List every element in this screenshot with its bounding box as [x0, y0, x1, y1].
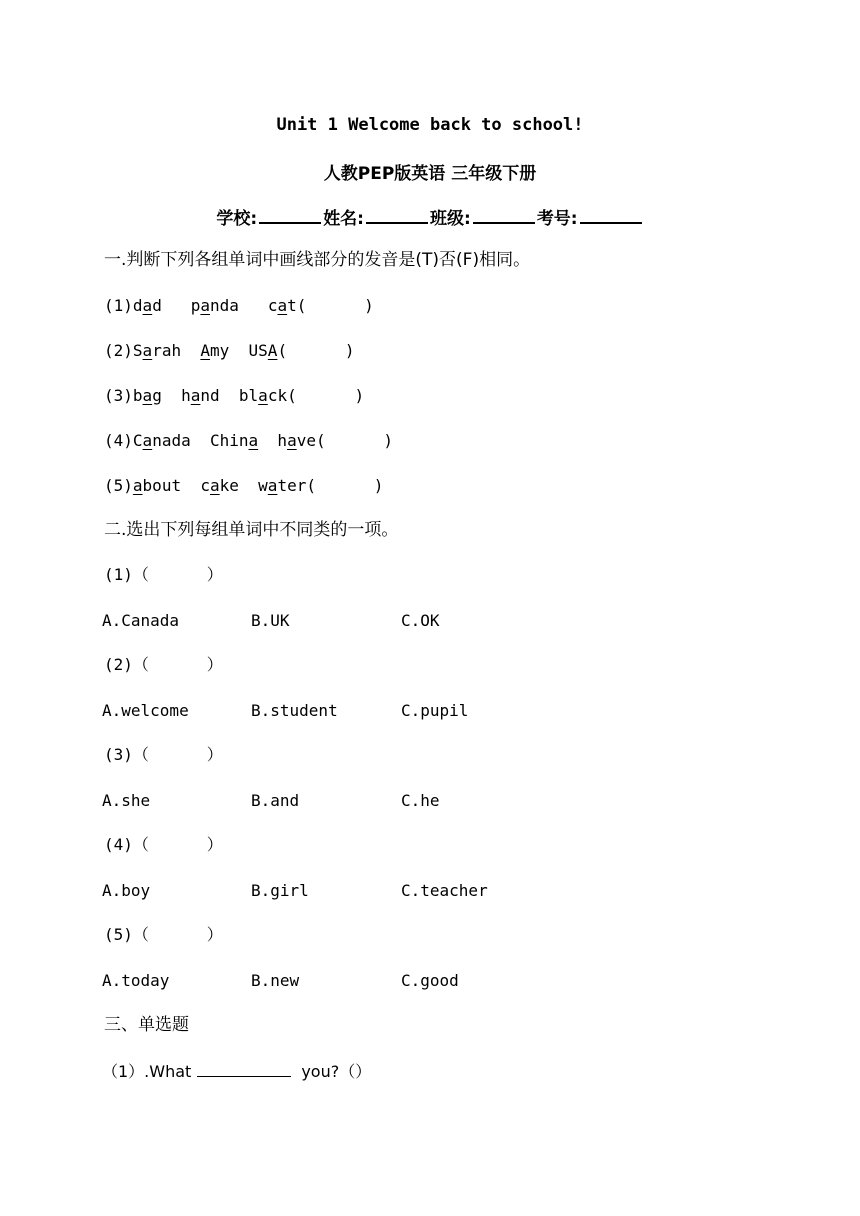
section3-question-1 [102, 1061, 371, 1082]
section2-question-number[interactable]: (1)（ ） [104, 565, 223, 584]
section2-question-number[interactable]: (4)（ ） [104, 835, 223, 854]
section3-heading: 三、单选题 [104, 1015, 189, 1035]
answer-parentheses[interactable]: ( ) [306, 476, 384, 495]
section1-item [104, 431, 393, 451]
option-c[interactable]: C.good [401, 971, 459, 990]
item-word: have [277, 431, 316, 450]
item-word: panda [190, 296, 239, 315]
item-word: water [258, 476, 307, 495]
section2-question-number[interactable]: (3)（ ） [104, 745, 223, 764]
item-word: dad [132, 296, 162, 315]
option-a[interactable]: A.today [102, 971, 170, 990]
option-b[interactable]: B.new [251, 971, 300, 990]
section2-heading: 二.选出下列每组单词中不同类的一项。 [104, 520, 399, 540]
option-c[interactable]: C.pupil [401, 701, 469, 720]
item-word: bag [132, 386, 162, 405]
section1-item [104, 476, 383, 496]
school-blank[interactable] [259, 208, 321, 224]
class-label: 班级: [430, 209, 471, 229]
item-word: Sarah [132, 341, 182, 360]
item-word: hand [181, 386, 220, 405]
section1-item [104, 386, 364, 406]
answer-parentheses[interactable]: ( ) [277, 341, 355, 360]
answer-parentheses[interactable]: ( ) [315, 431, 394, 450]
item-word: black [238, 386, 288, 405]
option-b[interactable]: B.girl [251, 881, 309, 900]
item-number: (4) [104, 431, 133, 450]
item-number: (3) [104, 386, 133, 405]
question-prefix: （1）.What [102, 1062, 192, 1081]
section2-question-number[interactable]: (2)（ ） [104, 655, 223, 674]
page-subtitle: 人教PEP版英语 三年级下册 [323, 164, 537, 184]
school-label: 学校: [216, 209, 258, 229]
item-word: USA [248, 341, 278, 360]
item-word: Canada [132, 431, 191, 450]
option-b[interactable]: B.student [251, 701, 338, 720]
section1-item [104, 341, 355, 361]
option-c[interactable]: C.he [401, 791, 440, 810]
option-a[interactable]: A.boy [102, 881, 151, 900]
option-a[interactable]: A.welcome [102, 701, 189, 720]
item-word: cat [267, 296, 297, 315]
name-blank[interactable] [366, 208, 428, 224]
option-b[interactable]: B.and [251, 791, 300, 810]
item-word: about [132, 476, 182, 495]
answer-blank[interactable] [197, 1061, 291, 1077]
name-label: 姓名: [323, 209, 364, 229]
item-word: cake [200, 476, 239, 495]
item-number: (5) [104, 476, 133, 495]
page-title: Unit 1 Welcome back to school! [276, 115, 584, 135]
answer-parentheses[interactable]: ( ) [296, 296, 374, 315]
option-a[interactable]: A.Canada [102, 611, 180, 630]
section1-item [104, 296, 374, 316]
section2-question-number[interactable]: (5)（ ） [104, 925, 223, 944]
student-info-line [0, 204, 860, 229]
section1-heading: 一.判断下列各组单词中画线部分的发音是(T)否(F)相同。 [104, 250, 531, 270]
option-a[interactable]: A.she [102, 791, 151, 810]
exam-number-blank[interactable] [580, 208, 642, 224]
option-c[interactable]: C.teacher [401, 881, 488, 900]
option-c[interactable]: C.OK [401, 611, 440, 630]
item-number: (1) [104, 296, 133, 315]
item-word: China [209, 431, 259, 450]
class-blank[interactable] [473, 208, 535, 224]
item-number: (2) [104, 341, 133, 360]
answer-parentheses[interactable]: ( ) [287, 386, 365, 405]
exam-number-label: 考号: [536, 209, 578, 229]
item-word: Amy [200, 341, 230, 360]
option-b[interactable]: B.UK [251, 611, 290, 630]
question-suffix: you?（） [301, 1062, 372, 1081]
